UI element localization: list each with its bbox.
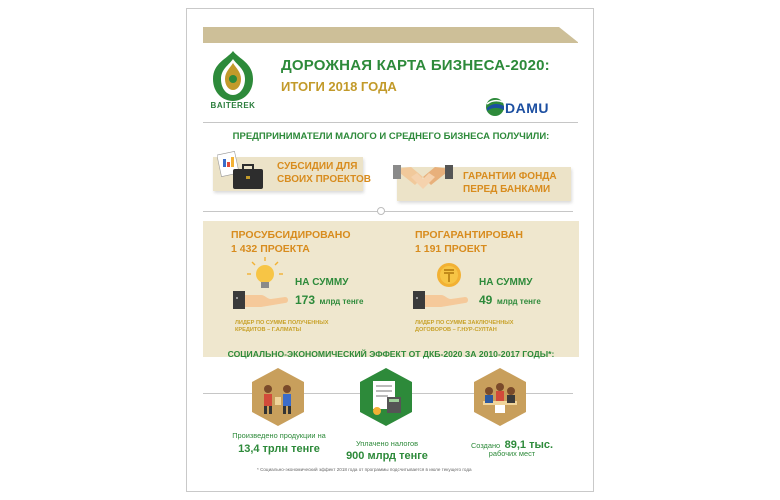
subsidized-sum-label: НА СУММУ (295, 277, 349, 288)
guaranteed-leader-1: ЛИДЕР ПО СУММЕ ЗАКЛЮЧЕННЫХ (415, 320, 514, 326)
jobs-team-icon (473, 367, 527, 427)
divider-dot (377, 207, 385, 215)
divider (203, 211, 573, 212)
workers-production-icon (251, 367, 305, 427)
subsidies-label-1: СУБСИДИИ ДЛЯ (277, 161, 358, 172)
effect-jobs-sub: рабочих мест (488, 449, 536, 458)
subsidies-label-2: СВОИХ ПРОЕКТОВ (277, 174, 371, 185)
handshake-icon (393, 159, 453, 203)
guaranteed-leader-2: ДОГОВОРОВ – Г.НУР-СУЛТАН (415, 327, 497, 333)
page-title: ДОРОЖНАЯ КАРТА БИЗНЕСА-2020: (281, 57, 550, 74)
damu-logo-text: DAMU (505, 100, 549, 116)
divider (203, 122, 578, 123)
subsidized-leader-1: ЛИДЕР ПО СУММЕ ПОЛУЧЕННЫХ (235, 320, 329, 326)
guaranteed-sum (479, 291, 541, 309)
subsidized-leader-2: КРЕДИТОВ – Г.АЛМАТЫ (235, 327, 302, 333)
tenge-coin-hand-icon (411, 261, 475, 315)
page-subtitle: ИТОГИ 2018 ГОДА (281, 79, 397, 94)
lightbulb-hand-icon (231, 257, 295, 315)
subsidized-title: ПРОСУБСИДИРОВАНО (231, 229, 351, 241)
infographic-page (186, 8, 594, 492)
guarantees-label-2: ПЕРЕД БАНКАМИ (463, 184, 551, 195)
guaranteed-sum-label: НА СУММУ (479, 277, 533, 288)
effect-taxes-value: 900 млрд тенге (346, 450, 428, 462)
section3-heading: СОЦИАЛЬНО-ЭКОНОМИЧЕСКИЙ ЭФФЕКТ ОТ ДКБ-2020 ЗА 2010-2017 ГОДЫ*: (227, 349, 555, 359)
subsidized-sum-unit: млрд тенге (319, 297, 364, 306)
effect-jobs-value: 89,1 тыс. (504, 439, 554, 451)
guaranteed-sum-value: 49 (479, 293, 493, 307)
effect-production-label: Произведено продукции на (232, 431, 326, 440)
effect-taxes-label: Уплачено налогов (355, 439, 419, 448)
briefcase-documents-icon (217, 149, 269, 195)
baiterek-logo-icon (209, 49, 257, 107)
subsidized-sum (295, 291, 363, 309)
subsidized-sum-value: 173 (295, 293, 316, 307)
guaranteed-sum-unit: млрд тенге (496, 297, 541, 306)
effect-jobs-label: Создано (470, 441, 501, 450)
guaranteed-count: 1 191 ПРОЕКТ (415, 243, 487, 255)
baiterek-logo-text: BAITEREK (210, 101, 256, 110)
footnote: * Социально-экономический эффект 2018 года от программы подсчитывается в июле текущего года (257, 467, 472, 472)
effect-production-value: 13,4 трлн тенге (238, 443, 320, 455)
taxes-calculator-icon (359, 367, 413, 427)
guaranteed-title: ПРОГАРАНТИРОВАН (415, 229, 523, 241)
top-decor-bar (203, 27, 578, 43)
subsidized-count: 1 432 ПРОЕКТА (231, 243, 310, 255)
guarantees-label-1: ГАРАНТИИ ФОНДА (463, 171, 557, 182)
section1-heading: ПРЕДПРИНИМАТЕЛИ МАЛОГО И СРЕДНЕГО БИЗНЕСА ПОЛУЧИЛИ: (232, 131, 550, 142)
